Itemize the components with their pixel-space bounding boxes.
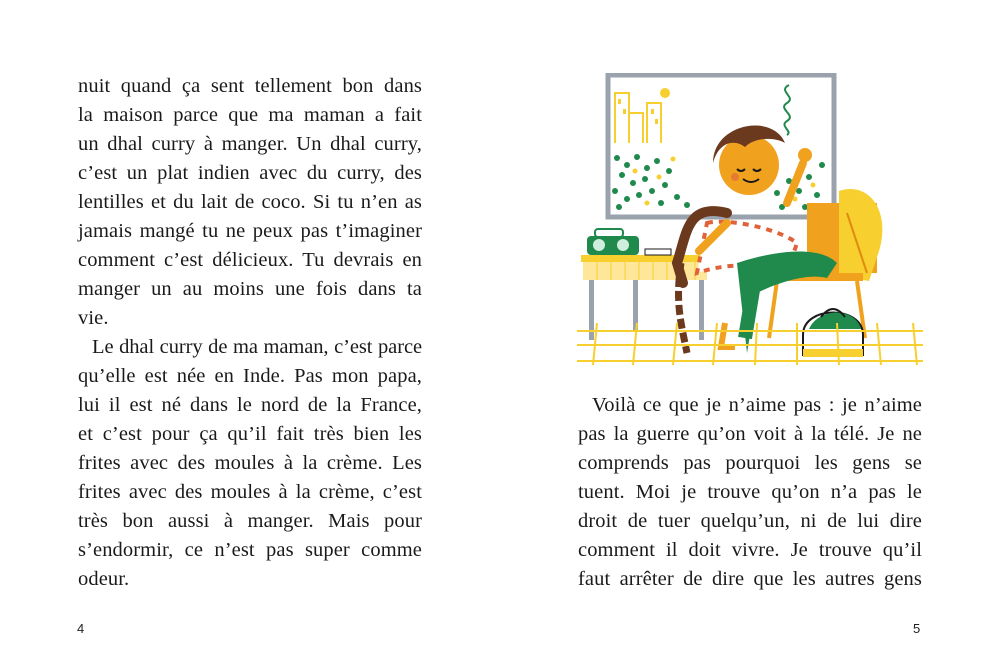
text-line: qu’elle est née en Inde. Pas mon papa, <box>78 365 422 387</box>
text-line: nuit quand ça sent tellement bon dans <box>78 75 422 97</box>
text-line: et c’est pour ça qu’il fait très bien les <box>78 423 422 445</box>
text-line: frites avec des moules à la crème, c’est <box>78 481 422 503</box>
text-line: frites avec des moules à la crème. Les <box>78 452 422 474</box>
girl-at-school-desk-illustration <box>577 73 923 373</box>
text-line: comprends pas pourquoi les gens se <box>578 452 922 474</box>
backpack-icon <box>803 309 863 357</box>
text-line: odeur. <box>78 568 130 590</box>
text-line: pas la guerre qu’on voit à la télé. Je ne <box>578 423 922 445</box>
text-line: lentilles et du lait de coco. Si tu n’en as <box>78 191 422 213</box>
text-line: comment il doit vivre. Je trouve qu’il <box>578 539 922 561</box>
text-line: Voilà ce que je n’aime pas : je n’aime <box>592 394 922 416</box>
right-page-text <box>578 391 922 594</box>
text-line: droit de tuer quelqu’un, ni de lui dire <box>578 510 922 532</box>
left-page-text <box>78 72 422 594</box>
text-line: manger un au moins une fois dans ta <box>78 278 422 300</box>
text-line: c’est un plat indien avec du curry, des <box>78 162 422 184</box>
page-number: 5 <box>913 621 921 636</box>
text-line: lui il est né dans le nord de la France, <box>78 394 422 416</box>
paragraph-1 <box>578 391 922 594</box>
page-number: 4 <box>77 621 85 636</box>
text-line: Le dhal curry de ma maman, c’est parce <box>92 336 422 358</box>
text-line: la maison parce que ma maman a fait <box>78 104 422 126</box>
text-line: tuent. Moi je trouve qu’on n’a pas le <box>578 481 922 503</box>
text-line: vie. <box>78 307 109 329</box>
right-page <box>500 0 1000 667</box>
text-line: un dhal curry à manger. Un dhal curry, <box>78 133 422 155</box>
paragraph-2 <box>78 333 422 594</box>
paragraph-1 <box>78 72 422 333</box>
text-line: jamais mangé tu ne peux pas t’imaginer <box>78 220 422 242</box>
desk-icon <box>581 229 709 340</box>
text-line: très bon aussi à manger. Mais pour <box>78 510 422 532</box>
text-line: s’endormir, ce n’est pas super comme <box>78 539 422 561</box>
text-line: faut arrêter de dire que les autres gens <box>578 568 922 590</box>
text-line: comment c’est délicieux. Tu devrais en <box>78 249 422 271</box>
